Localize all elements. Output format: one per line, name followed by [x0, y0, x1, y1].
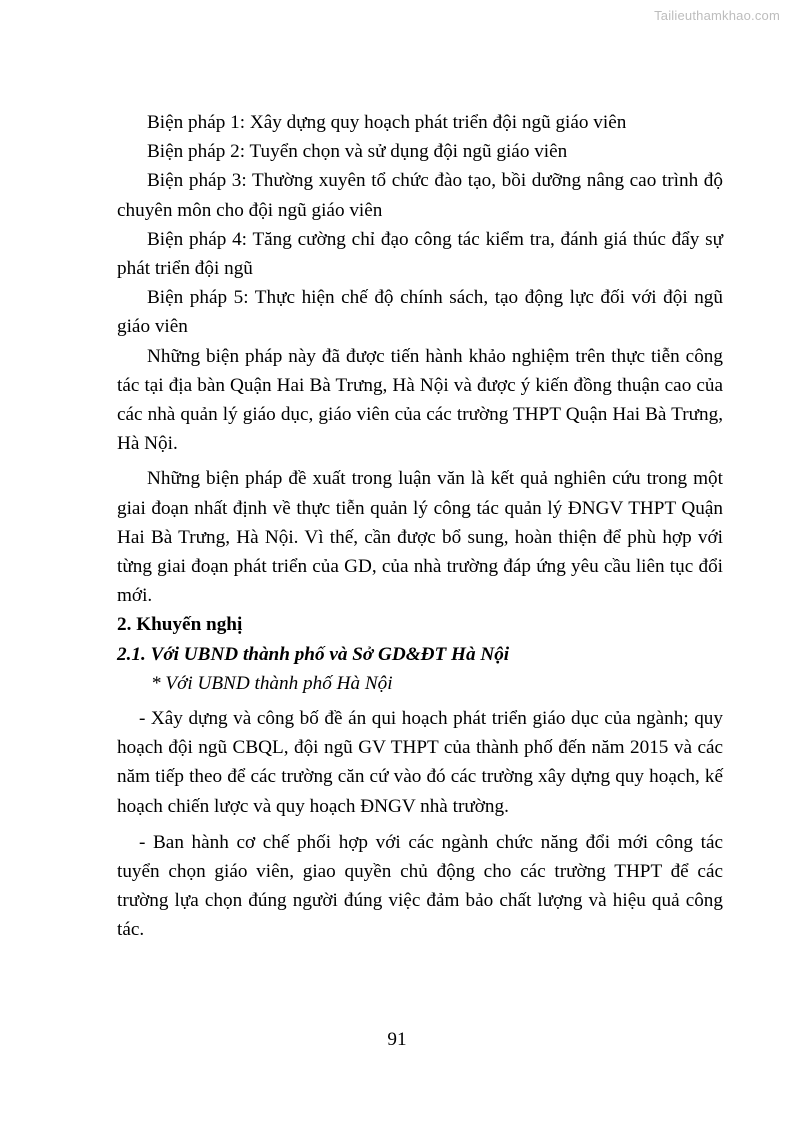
measure-item-1: Biện pháp 1: Xây dựng quy hoạch phát triển đội ngũ giáo viên — [147, 112, 627, 133]
paragraph-validation: Những biện pháp này đã được tiến hành khảo nghiệm trên thực tiễn công tác tại địa bàn Quận Hai Bà Trưng, Hà Nội và được ý kiến đồng thuận cao của các nhà quản lý giáo dục, giáo viên của các trường THPT Quận Hai Bà Trưng, Hà Nội. — [117, 345, 723, 455]
measure-item-5: Biện pháp 5: Thực hiện chế độ chính sách, tạo động lực đối với đội ngũ giáo viên — [117, 287, 723, 338]
subsection-heading-2-1: 2.1. Với UBND thành phố và Sở GD&ĐT Hà Nội — [117, 643, 510, 665]
measure-item-4: Biện pháp 4: Tăng cường chỉ đạo công tác kiểm tra, đánh giá thúc đẩy sự phát triển đội ngũ — [117, 228, 723, 280]
subheading-ubnd-hanoi: * Với UBND thành phố Hà Nội — [151, 672, 393, 694]
paragraph-proposal: Những biện pháp đề xuất trong luận văn là kết quả nghiên cứu trong một giai đoạn nhất định về thực tiễn quản lý công tác quản lý ĐNGV THPT Quận Hai Bà Trưng, Hà Nội. Vì thế, cần được bổ sung, hoàn thiện để phù hợp với từng giai đoạn phát triển của GD, của nhà trường đáp ứng yêu cầu liên tục đổi mới. — [117, 468, 723, 607]
watermark-text: Tailieuthamkhao.com — [654, 8, 780, 23]
bullet-item-1: - Xây dựng và công bố đề án qui hoạch phát triển giáo dục của ngành; quy hoạch đội ngũ CBQL, đội ngũ GV THPT của thành phố đến năm 2015 và các năm tiếp theo để các trường căn cứ vào đó các trường xây dựng quy hoạch, kế hoạch chiến lược và quy hoạch ĐNGV nhà trường. — [117, 708, 723, 817]
bullet-item-2: - Ban hành cơ chế phối hợp với các ngành chức năng đổi mới công tác tuyển chọn giáo viên, giao quyền chủ động cho các trường THPT để các trường lựa chọn đúng người đúng việc đảm bảo chất lượng và hiệu quả công tác. — [117, 831, 723, 941]
measure-item-2: Biện pháp 2: Tuyển chọn và sử dụng đội ngũ giáo viên — [147, 141, 568, 163]
page-content — [117, 108, 723, 945]
page-number: 91 — [387, 1029, 407, 1050]
section-heading-recommendations: 2. Khuyến nghị — [117, 614, 243, 636]
measure-item-3: Biện pháp 3: Thường xuyên tổ chức đào tạo, bồi dưỡng nâng cao trình độ chuyên môn cho đội ngũ giáo viên — [117, 170, 723, 221]
